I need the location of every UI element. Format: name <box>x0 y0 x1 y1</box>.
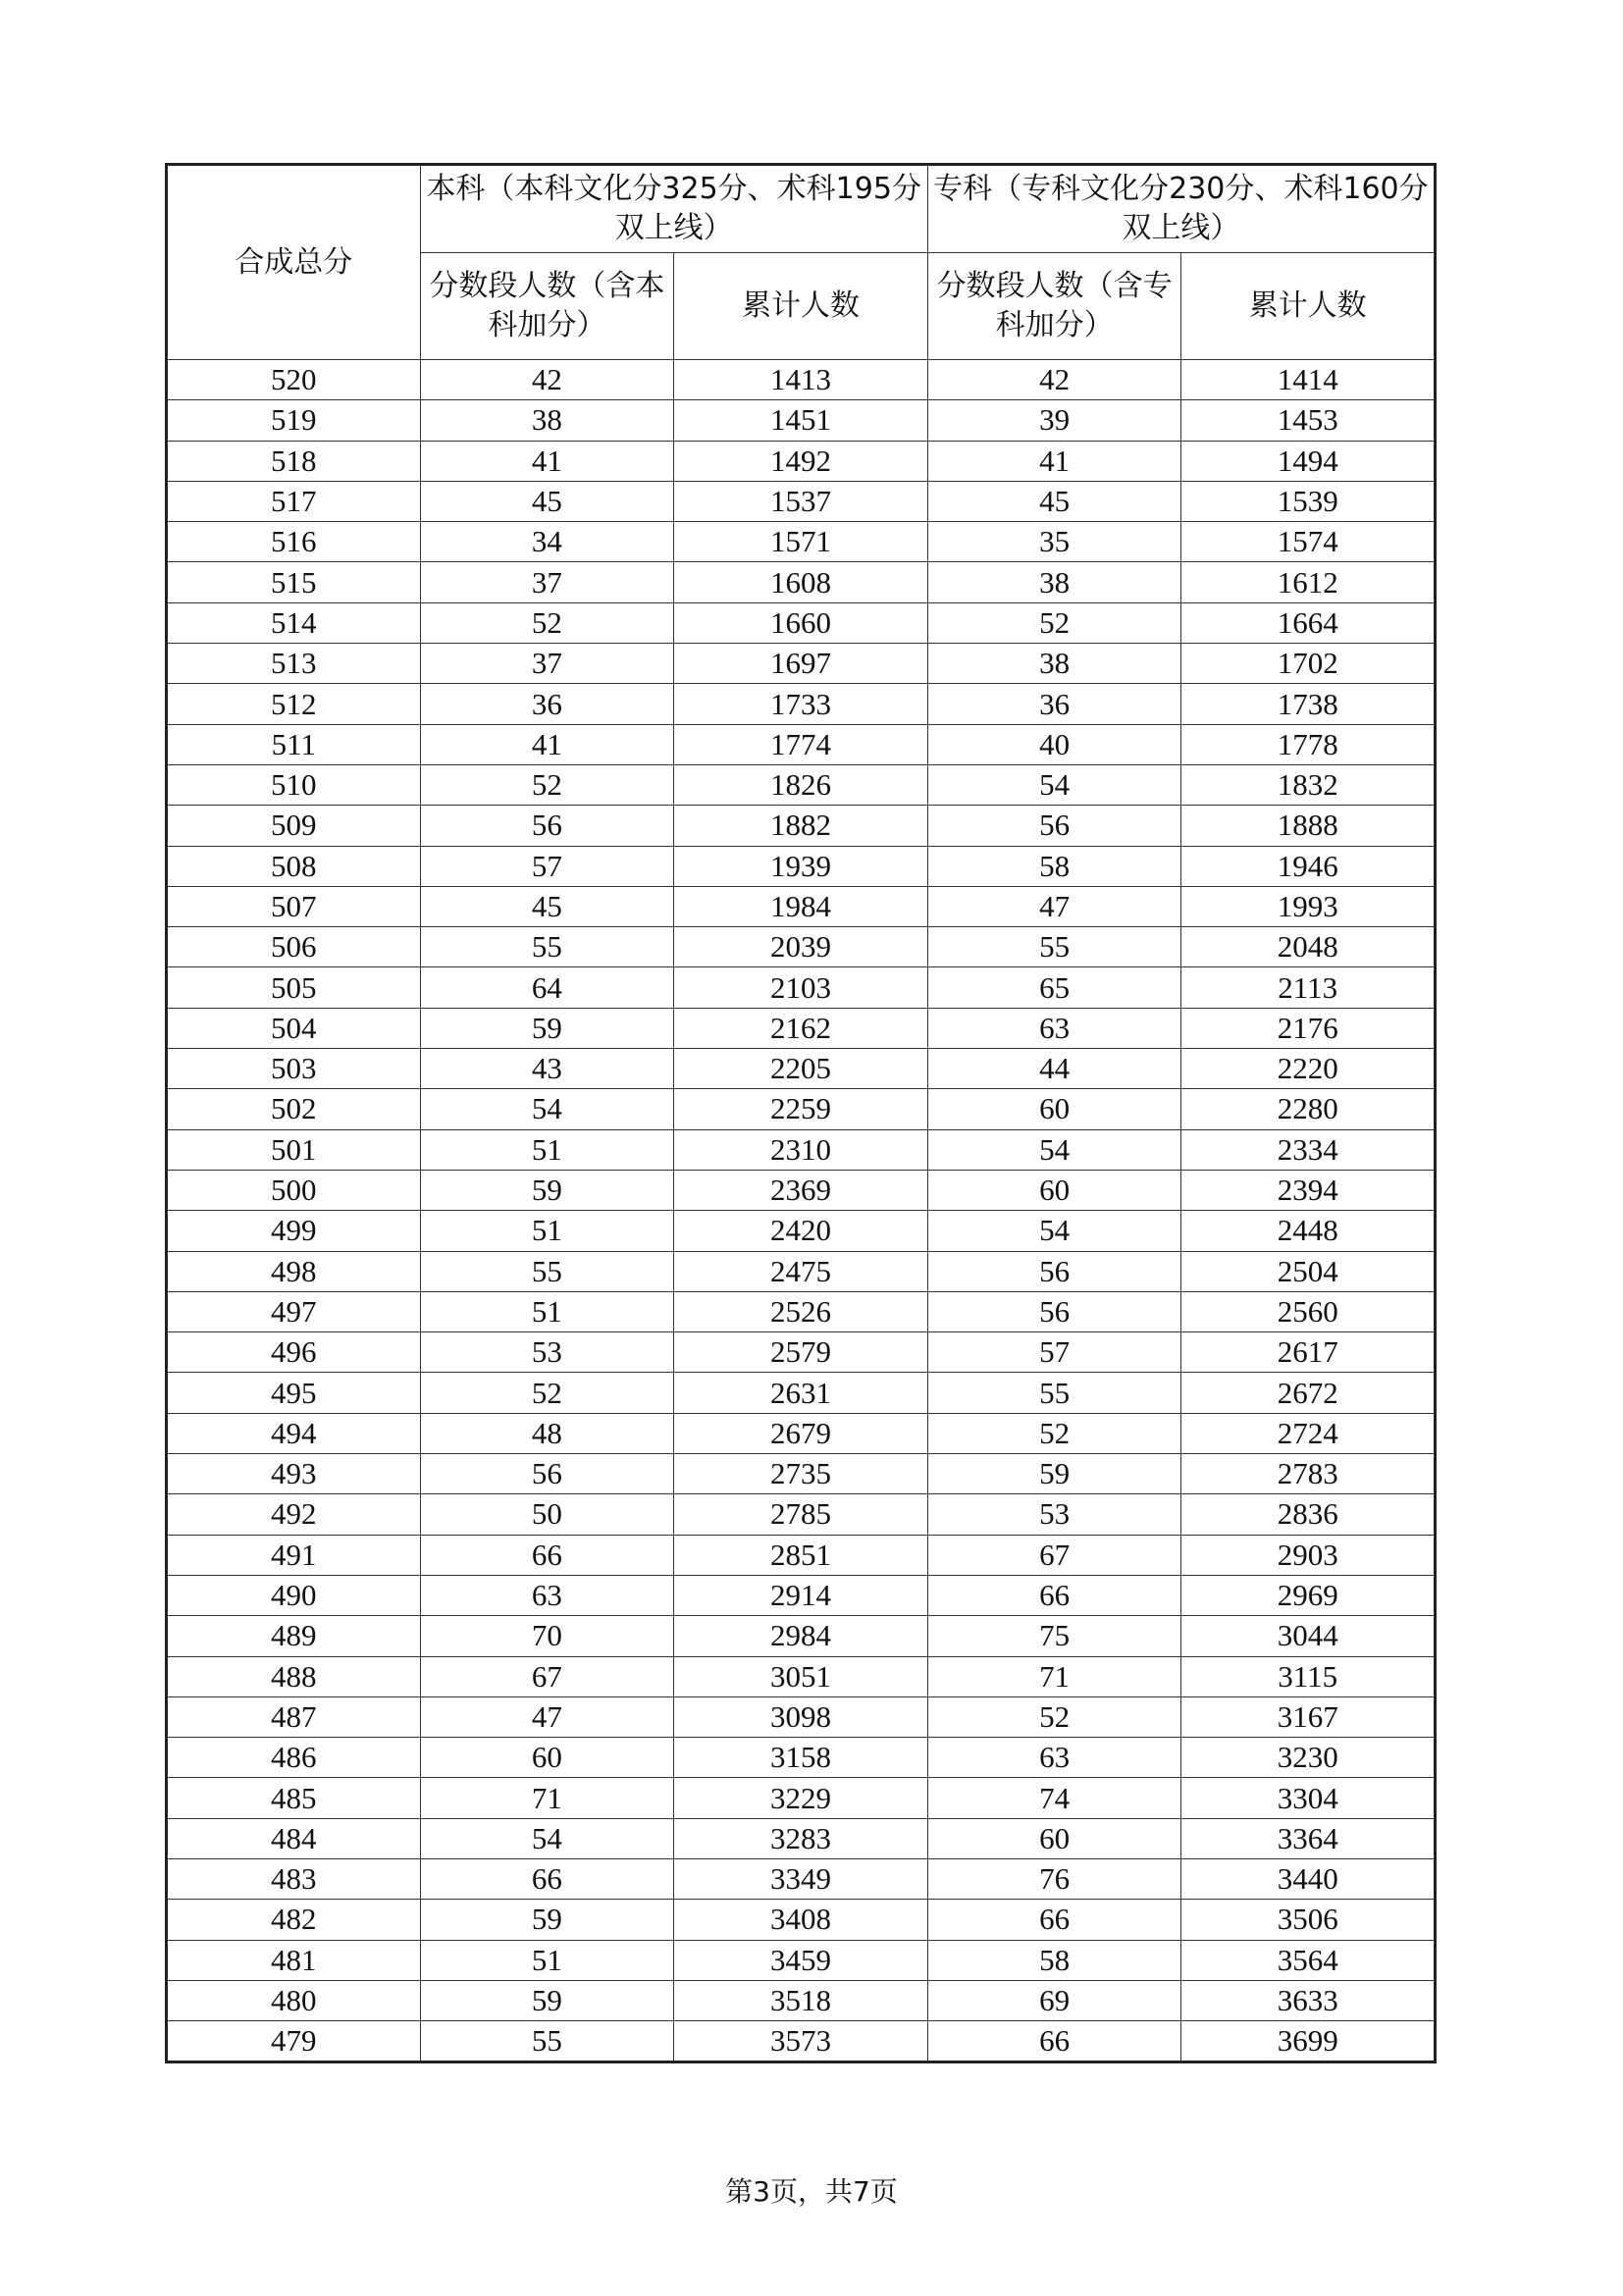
undergrad-count-cell: 50 <box>420 1494 674 1535</box>
table-row <box>167 522 1436 562</box>
score-cell: 492 <box>167 1494 421 1535</box>
undergrad-cumulative-cell: 2679 <box>674 1413 928 1453</box>
undergrad-cumulative-cell: 3518 <box>674 1980 928 2020</box>
score-cell: 510 <box>167 764 421 805</box>
score-cell: 517 <box>167 481 421 521</box>
table-row <box>167 1980 1436 2020</box>
table-row <box>167 1900 1436 1940</box>
table-row <box>167 360 1436 400</box>
college-cumulative-cell: 2560 <box>1181 1291 1436 1331</box>
college-count-cell: 75 <box>927 1616 1181 1656</box>
undergrad-cumulative-cell: 1826 <box>674 764 928 805</box>
table-row <box>167 602 1436 643</box>
college-count-cell: 76 <box>927 1858 1181 1899</box>
college-cumulative-cell: 2724 <box>1181 1413 1436 1453</box>
college-count-cell: 35 <box>927 522 1181 562</box>
table-row <box>167 806 1436 846</box>
undergrad-cumulative-cell: 2369 <box>674 1170 928 1210</box>
score-cell: 481 <box>167 1940 421 1980</box>
college-count-cell: 63 <box>927 1738 1181 1778</box>
college-cumulative-cell: 1738 <box>1181 684 1436 724</box>
college-count-cell: 56 <box>927 1251 1181 1291</box>
college-count-cell: 66 <box>927 1575 1181 1615</box>
score-cell: 518 <box>167 441 421 481</box>
college-count-cell: 54 <box>927 1129 1181 1170</box>
undergrad-cumulative-cell: 1733 <box>674 684 928 724</box>
table-row <box>167 1049 1436 1089</box>
college-count-cell: 56 <box>927 806 1181 846</box>
score-cell: 520 <box>167 360 421 400</box>
undergrad-count-cell: 64 <box>420 967 674 1008</box>
score-cell: 482 <box>167 1900 421 1940</box>
undergrad-cumulative-cell: 1774 <box>674 724 928 764</box>
college-count-cell: 52 <box>927 602 1181 643</box>
college-cumulative-cell: 3304 <box>1181 1778 1436 1818</box>
table-row <box>167 1858 1436 1899</box>
table-row <box>167 1211 1436 1251</box>
college-count-cell: 53 <box>927 1494 1181 1535</box>
undergrad-cumulative-cell: 3349 <box>674 1858 928 1899</box>
undergrad-cumulative-cell: 2631 <box>674 1373 928 1413</box>
undergrad-cumulative-cell: 3408 <box>674 1900 928 1940</box>
college-cumulative-cell: 1453 <box>1181 400 1436 441</box>
table-header <box>167 165 1436 360</box>
college-count-cell: 74 <box>927 1778 1181 1818</box>
college-count-cell: 52 <box>927 1413 1181 1453</box>
score-cell: 511 <box>167 724 421 764</box>
college-cumulative-cell: 2394 <box>1181 1170 1436 1210</box>
table-row <box>167 441 1436 481</box>
undergrad-cumulative-cell: 1939 <box>674 846 928 886</box>
undergrad-count-cell: 56 <box>420 1454 674 1494</box>
undergrad-count-cell: 52 <box>420 1373 674 1413</box>
score-cell: 489 <box>167 1616 421 1656</box>
college-cumulative-cell: 2280 <box>1181 1089 1436 1129</box>
undergrad-cumulative-cell: 2103 <box>674 967 928 1008</box>
undergrad-cumulative-cell: 1608 <box>674 562 928 602</box>
college-count-cell: 65 <box>927 967 1181 1008</box>
college-count-cell: 47 <box>927 886 1181 926</box>
score-cell: 503 <box>167 1049 421 1089</box>
college-count-cell: 57 <box>927 1332 1181 1373</box>
score-cell: 498 <box>167 1251 421 1291</box>
table-row <box>167 1778 1436 1818</box>
table-row <box>167 1373 1436 1413</box>
college-count-cell: 56 <box>927 1291 1181 1331</box>
table-row <box>167 1170 1436 1210</box>
undergrad-cumulative-cell: 2785 <box>674 1494 928 1535</box>
college-cumulative-cell: 3506 <box>1181 1900 1436 1940</box>
undergrad-cumulative-cell: 2579 <box>674 1332 928 1373</box>
undergrad-cumulative-cell: 3158 <box>674 1738 928 1778</box>
college-cumulative-cell: 2176 <box>1181 1008 1436 1048</box>
college-count-cell: 58 <box>927 846 1181 886</box>
undergrad-count-cell: 41 <box>420 441 674 481</box>
undergrad-cumulative-cell: 2914 <box>674 1575 928 1615</box>
college-cumulative-cell: 2783 <box>1181 1454 1436 1494</box>
undergrad-count-cell: 55 <box>420 927 674 967</box>
undergrad-cumulative-cell: 1492 <box>674 441 928 481</box>
undergrad-count-cell: 45 <box>420 886 674 926</box>
college-cumulative-cell: 3564 <box>1181 1940 1436 1980</box>
score-cell: 509 <box>167 806 421 846</box>
college-count-cell: 38 <box>927 562 1181 602</box>
college-cumulative-cell: 2048 <box>1181 927 1436 967</box>
score-cell: 500 <box>167 1170 421 1210</box>
undergrad-count-cell: 71 <box>420 1778 674 1818</box>
score-cell: 514 <box>167 602 421 643</box>
undergrad-cumulative-cell: 2735 <box>674 1454 928 1494</box>
table-row <box>167 481 1436 521</box>
undergrad-count-cell: 51 <box>420 1940 674 1980</box>
score-cell: 479 <box>167 2021 421 2062</box>
undergrad-cumulative-cell: 2259 <box>674 1089 928 1129</box>
table-row <box>167 846 1436 886</box>
undergrad-count-cell: 59 <box>420 1008 674 1048</box>
college-count-cell: 60 <box>927 1818 1181 1858</box>
header-college-count: 分数段人数（含专科加分） <box>927 253 1181 360</box>
college-count-cell: 44 <box>927 1049 1181 1089</box>
undergrad-cumulative-cell: 2526 <box>674 1291 928 1331</box>
college-count-cell: 40 <box>927 724 1181 764</box>
college-cumulative-cell: 2220 <box>1181 1049 1436 1089</box>
college-count-cell: 63 <box>927 1008 1181 1048</box>
undergrad-count-cell: 36 <box>420 684 674 724</box>
undergrad-count-cell: 38 <box>420 400 674 441</box>
score-cell: 516 <box>167 522 421 562</box>
header-row-group <box>167 165 1436 253</box>
score-cell: 490 <box>167 1575 421 1615</box>
score-cell: 496 <box>167 1332 421 1373</box>
college-cumulative-cell: 2504 <box>1181 1251 1436 1291</box>
table-row <box>167 724 1436 764</box>
undergrad-count-cell: 59 <box>420 1170 674 1210</box>
score-cell: 501 <box>167 1129 421 1170</box>
score-cell: 508 <box>167 846 421 886</box>
college-count-cell: 58 <box>927 1940 1181 1980</box>
score-cell: 494 <box>167 1413 421 1453</box>
undergrad-cumulative-cell: 2205 <box>674 1049 928 1089</box>
table-row <box>167 400 1436 441</box>
undergrad-count-cell: 56 <box>420 806 674 846</box>
table-row <box>167 1089 1436 1129</box>
college-cumulative-cell: 2113 <box>1181 967 1436 1008</box>
score-distribution-table <box>165 163 1437 2063</box>
undergrad-cumulative-cell: 1537 <box>674 481 928 521</box>
score-cell: 487 <box>167 1696 421 1737</box>
college-cumulative-cell: 1946 <box>1181 846 1436 886</box>
college-cumulative-cell: 3364 <box>1181 1818 1436 1858</box>
undergrad-count-cell: 37 <box>420 644 674 684</box>
college-cumulative-cell: 1574 <box>1181 522 1436 562</box>
header-undergrad-count: 分数段人数（含本科加分） <box>420 253 674 360</box>
college-cumulative-cell: 1414 <box>1181 360 1436 400</box>
table-row <box>167 684 1436 724</box>
undergrad-cumulative-cell: 2039 <box>674 927 928 967</box>
college-cumulative-cell: 2448 <box>1181 1211 1436 1251</box>
score-cell: 486 <box>167 1738 421 1778</box>
undergrad-cumulative-cell: 3459 <box>674 1940 928 1980</box>
score-cell: 506 <box>167 927 421 967</box>
undergrad-count-cell: 43 <box>420 1049 674 1089</box>
undergrad-count-cell: 66 <box>420 1858 674 1899</box>
undergrad-count-cell: 34 <box>420 522 674 562</box>
undergrad-cumulative-cell: 3051 <box>674 1656 928 1696</box>
college-cumulative-cell: 3633 <box>1181 1980 1436 2020</box>
table-row <box>167 1616 1436 1656</box>
undergrad-count-cell: 42 <box>420 360 674 400</box>
table-row <box>167 1818 1436 1858</box>
undergrad-count-cell: 63 <box>420 1575 674 1615</box>
undergrad-count-cell: 52 <box>420 764 674 805</box>
college-cumulative-cell: 3230 <box>1181 1738 1436 1778</box>
undergrad-cumulative-cell: 1984 <box>674 886 928 926</box>
table-row <box>167 764 1436 805</box>
college-count-cell: 66 <box>927 1900 1181 1940</box>
college-cumulative-cell: 3115 <box>1181 1656 1436 1696</box>
college-count-cell: 71 <box>927 1656 1181 1696</box>
college-cumulative-cell: 3440 <box>1181 1858 1436 1899</box>
college-count-cell: 60 <box>927 1089 1181 1129</box>
score-cell: 515 <box>167 562 421 602</box>
college-count-cell: 67 <box>927 1535 1181 1575</box>
score-cell: 507 <box>167 886 421 926</box>
college-count-cell: 54 <box>927 1211 1181 1251</box>
college-count-cell: 59 <box>927 1454 1181 1494</box>
undergrad-cumulative-cell: 3098 <box>674 1696 928 1737</box>
table-row <box>167 1454 1436 1494</box>
score-cell: 493 <box>167 1454 421 1494</box>
undergrad-count-cell: 53 <box>420 1332 674 1373</box>
score-cell: 491 <box>167 1535 421 1575</box>
undergrad-count-cell: 51 <box>420 1211 674 1251</box>
score-cell: 485 <box>167 1778 421 1818</box>
undergrad-cumulative-cell: 1882 <box>674 806 928 846</box>
undergrad-cumulative-cell: 2984 <box>674 1616 928 1656</box>
college-cumulative-cell: 2617 <box>1181 1332 1436 1373</box>
table-row <box>167 1696 1436 1737</box>
college-cumulative-cell: 1702 <box>1181 644 1436 684</box>
table-row <box>167 1738 1436 1778</box>
undergrad-cumulative-cell: 2851 <box>674 1535 928 1575</box>
undergrad-cumulative-cell: 1697 <box>674 644 928 684</box>
header-college-cumulative: 累计人数 <box>1181 253 1436 360</box>
table-row <box>167 927 1436 967</box>
undergrad-cumulative-cell: 1451 <box>674 400 928 441</box>
undergrad-count-cell: 51 <box>420 1291 674 1331</box>
college-count-cell: 39 <box>927 400 1181 441</box>
college-cumulative-cell: 1832 <box>1181 764 1436 805</box>
score-cell: 483 <box>167 1858 421 1899</box>
undergrad-count-cell: 66 <box>420 1535 674 1575</box>
score-cell: 497 <box>167 1291 421 1331</box>
score-cell: 519 <box>167 400 421 441</box>
header-undergrad-cumulative: 累计人数 <box>674 253 928 360</box>
table-row <box>167 1251 1436 1291</box>
header-total-score: 合成总分 <box>167 165 421 360</box>
undergrad-cumulative-cell: 3283 <box>674 1818 928 1858</box>
table-row <box>167 967 1436 1008</box>
undergrad-cumulative-cell: 2420 <box>674 1211 928 1251</box>
college-cumulative-cell: 3167 <box>1181 1696 1436 1737</box>
table-row <box>167 1494 1436 1535</box>
college-cumulative-cell: 1888 <box>1181 806 1436 846</box>
undergrad-cumulative-cell: 2162 <box>674 1008 928 1048</box>
score-cell: 513 <box>167 644 421 684</box>
score-cell: 504 <box>167 1008 421 1048</box>
undergrad-cumulative-cell: 3573 <box>674 2021 928 2062</box>
table-row <box>167 1656 1436 1696</box>
score-cell: 505 <box>167 967 421 1008</box>
undergrad-count-cell: 67 <box>420 1656 674 1696</box>
score-cell: 495 <box>167 1373 421 1413</box>
undergrad-cumulative-cell: 2310 <box>674 1129 928 1170</box>
undergrad-cumulative-cell: 3229 <box>674 1778 928 1818</box>
undergrad-count-cell: 57 <box>420 846 674 886</box>
undergrad-count-cell: 41 <box>420 724 674 764</box>
table-row <box>167 1413 1436 1453</box>
college-count-cell: 66 <box>927 2021 1181 2062</box>
undergrad-count-cell: 51 <box>420 1129 674 1170</box>
score-cell: 502 <box>167 1089 421 1129</box>
college-cumulative-cell: 1993 <box>1181 886 1436 926</box>
undergrad-count-cell: 45 <box>420 481 674 521</box>
undergrad-cumulative-cell: 1660 <box>674 602 928 643</box>
undergrad-count-cell: 54 <box>420 1089 674 1129</box>
table-row <box>167 1008 1436 1048</box>
undergrad-cumulative-cell: 2475 <box>674 1251 928 1291</box>
college-cumulative-cell: 2969 <box>1181 1575 1436 1615</box>
table-row <box>167 1129 1436 1170</box>
college-cumulative-cell: 1778 <box>1181 724 1436 764</box>
college-count-cell: 38 <box>927 644 1181 684</box>
college-count-cell: 45 <box>927 481 1181 521</box>
undergrad-count-cell: 55 <box>420 1251 674 1291</box>
table-row <box>167 562 1436 602</box>
undergrad-count-cell: 37 <box>420 562 674 602</box>
college-cumulative-cell: 2672 <box>1181 1373 1436 1413</box>
header-undergrad-group: 本科（本科文化分325分、术科195分双上线） <box>420 165 927 253</box>
college-cumulative-cell: 1612 <box>1181 562 1436 602</box>
score-cell: 484 <box>167 1818 421 1858</box>
table-row <box>167 644 1436 684</box>
college-cumulative-cell: 1494 <box>1181 441 1436 481</box>
college-cumulative-cell: 1664 <box>1181 602 1436 643</box>
undergrad-count-cell: 48 <box>420 1413 674 1453</box>
college-cumulative-cell: 3044 <box>1181 1616 1436 1656</box>
table-row <box>167 886 1436 926</box>
undergrad-count-cell: 70 <box>420 1616 674 1656</box>
table-row <box>167 1575 1436 1615</box>
college-cumulative-cell: 2836 <box>1181 1494 1436 1535</box>
college-cumulative-cell: 3699 <box>1181 2021 1436 2062</box>
table-row <box>167 1291 1436 1331</box>
score-cell: 499 <box>167 1211 421 1251</box>
undergrad-count-cell: 55 <box>420 2021 674 2062</box>
undergrad-count-cell: 52 <box>420 602 674 643</box>
score-cell: 488 <box>167 1656 421 1696</box>
score-cell: 512 <box>167 684 421 724</box>
college-count-cell: 42 <box>927 360 1181 400</box>
college-count-cell: 55 <box>927 1373 1181 1413</box>
college-count-cell: 41 <box>927 441 1181 481</box>
undergrad-count-cell: 59 <box>420 1980 674 2020</box>
college-count-cell: 69 <box>927 1980 1181 2020</box>
college-count-cell: 60 <box>927 1170 1181 1210</box>
undergrad-cumulative-cell: 1571 <box>674 522 928 562</box>
undergrad-count-cell: 54 <box>420 1818 674 1858</box>
college-cumulative-cell: 1539 <box>1181 481 1436 521</box>
table-body <box>167 360 1436 2062</box>
page-number: 第3页，共7页 <box>725 2175 898 2208</box>
score-cell: 480 <box>167 1980 421 2020</box>
header-college-group: 专科（专科文化分230分、术科160分双上线） <box>927 165 1435 253</box>
undergrad-count-cell: 47 <box>420 1696 674 1737</box>
table-row <box>167 1332 1436 1373</box>
college-cumulative-cell: 2334 <box>1181 1129 1436 1170</box>
college-count-cell: 36 <box>927 684 1181 724</box>
table-row <box>167 1535 1436 1575</box>
college-count-cell: 55 <box>927 927 1181 967</box>
table-row <box>167 1940 1436 1980</box>
college-cumulative-cell: 2903 <box>1181 1535 1436 1575</box>
college-count-cell: 54 <box>927 764 1181 805</box>
undergrad-cumulative-cell: 1413 <box>674 360 928 400</box>
undergrad-count-cell: 60 <box>420 1738 674 1778</box>
table-row <box>167 2021 1436 2062</box>
college-count-cell: 52 <box>927 1696 1181 1737</box>
undergrad-count-cell: 59 <box>420 1900 674 1940</box>
